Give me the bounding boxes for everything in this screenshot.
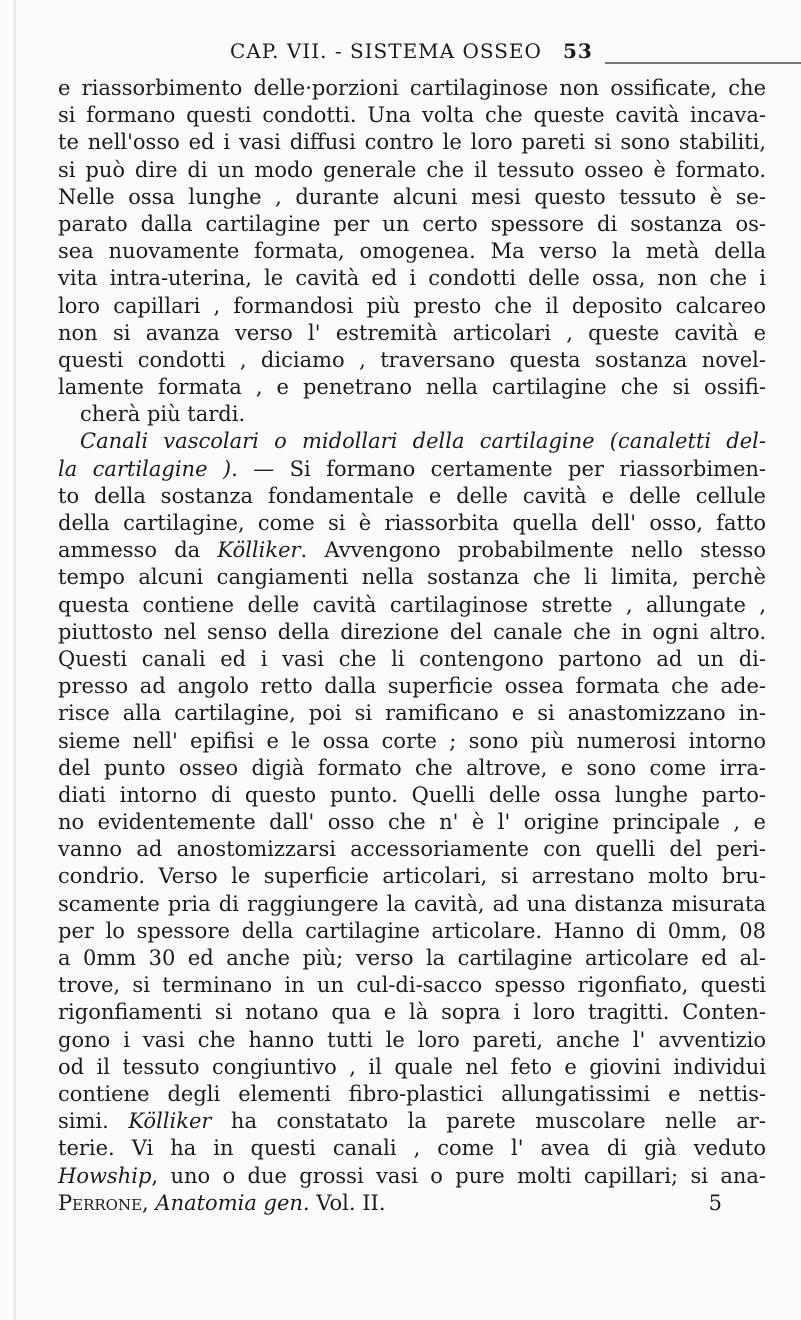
text-line-with-name [58, 537, 766, 564]
text-line: non si avanza verso l' estremità articolari , queste cavità e [58, 320, 766, 345]
text-line: vanno ad anostomizzarsi accessoriamente con quelli del peri- [58, 837, 766, 862]
text-line: parato dalla cartilagine per un certo spessore di sostanza os- [58, 211, 766, 236]
text-line: vita intra-uterina, le cavità ed i condotti delle ossa, non che i [58, 266, 766, 291]
text-line: rigonfiamenti si notano qua e là sopra i loro tragitti. Conten- [58, 1000, 766, 1025]
text-line: sea nuovamente formata, omogenea. Ma verso la metà della [58, 239, 766, 264]
footer-author: Perrone [58, 1190, 143, 1215]
footer-volume: Vol. II. [316, 1190, 386, 1215]
text-line: contiene degli elementi fibro-plastici allungatissimi e nettis- [58, 1081, 766, 1106]
text-line: risce alla cartilagine, poi si ramificano e si anastomizzano in- [58, 701, 766, 726]
text-line: del punto osseo digià formato che altrove, e sono come irra- [58, 755, 766, 780]
signature-mark: 5 [708, 1190, 722, 1215]
text-line: presso ad angolo retto dalla superficie ossea formata che ade- [58, 674, 766, 699]
running-title: CAP. VII. - SISTEMA OSSEO [230, 39, 542, 63]
header-rule [605, 62, 801, 64]
text-line: no evidentemente dall' osso che n' è l' origine principale , e [58, 810, 766, 835]
text-line: cherà più tardi. [80, 402, 246, 427]
text-line: loro capillari , formandosi più presto che il deposito calcareo [58, 293, 766, 318]
running-head [0, 39, 801, 71]
text-line: questa contiene delle cavità cartilaginose strette , allungate , [58, 592, 766, 617]
text-line: si può dire di un modo generale che il tessuto osseo è formato. [58, 157, 766, 182]
text-line: della cartilagine, come si è riassorbita quella dell' osso, fatto [58, 511, 766, 535]
text-line: Nelle ossa lunghe , durante alcuni mesi questo tessuto è se- [58, 184, 766, 209]
footer-title: Anatomia gen. [155, 1190, 310, 1215]
text-fragment: , uno o due grossi vasi o pure molti capillari; si ana- [151, 1163, 766, 1188]
section-heading-title-end: la cartilagine ). [58, 456, 238, 481]
text-line: te nell'osso ed i vasi diffusi contro le loro pareti si sono stabiliti, [58, 130, 766, 155]
text-line: terie. Vi ha in questi canali , come l' avea di già veduto [58, 1136, 766, 1161]
section-heading-continued [58, 456, 766, 483]
text-line: e riassorbimento delle·porzioni cartilaginose non ossificate, che [58, 76, 766, 100]
page-edge-shadow [14, 0, 16, 1320]
text-line: trove, si terminano in un cul-di-sacco spesso rigonfiato, questi [58, 973, 766, 998]
text-line: sieme nell' epifisi e le ossa corte ; sono più numerosi intorno [58, 728, 766, 753]
text-line: gono i vasi che hanno tutti le loro pareti, anche l' avventizio [58, 1027, 766, 1052]
section-heading-title: Canali vascolari o midollari della cartilagine (canaletti del- [80, 429, 766, 454]
text-line-with-name [58, 1108, 766, 1135]
text-line: per lo spessore della cartilagine articolare. Hanno di 0mm, 08 [58, 918, 766, 943]
text-line-with-name [58, 1163, 766, 1190]
footer-citation: Perrone, Anatomia gen. Vol. II. [58, 1190, 386, 1215]
section-heading [58, 428, 766, 455]
text-fragment: . Avvengono probabilmente nello stesso [300, 538, 766, 563]
page-number: 53 [563, 39, 593, 63]
text-fragment: ammesso da [58, 538, 218, 563]
author-name-howship: Howship [58, 1163, 152, 1188]
text-fragment: simi. [58, 1109, 129, 1134]
text-line: scamente pria di raggiungere la cavità, ad una distanza misurata [58, 891, 766, 916]
text-line: Questi canali ed i vasi che li contengono partono ad un di- [58, 646, 766, 671]
text-line: to della sostanza fondamentale e delle cavità e delle cellule [58, 483, 766, 508]
text-line: diati intorno di questo punto. Quelli delle ossa lunghe parto- [58, 782, 766, 807]
author-name-kolliker: Kölliker [217, 538, 301, 563]
text-line: condrio. Verso le superficie articolari, si arrestano molto bru- [58, 864, 766, 889]
text-line: piuttosto nel senso della direzione del canale che in ogni altro. [58, 619, 766, 644]
section-heading-text: — Si formano certamente per riassorbimen- [237, 456, 767, 481]
page-footer [58, 1190, 766, 1217]
text-line: od il tessuto congiuntivo , il quale nel feto e giovini individui [58, 1054, 766, 1079]
text-line: si formano questi condotti. Una volta che queste cavità incava- [58, 103, 766, 128]
author-name-kolliker: Kölliker [128, 1109, 212, 1134]
text-line: tempo alcuni cangiamenti nella sostanza che li limita, perchè [58, 565, 766, 590]
text-fragment: ha constatato la parete muscolare nelle ar- [211, 1109, 766, 1134]
text-line: questi condotti , diciamo , traversano questa sostanza novel- [58, 347, 766, 372]
text-line: lamente formata , e penetrano nella cartilagine che si ossifi- [58, 375, 766, 400]
text-line: a 0mm 30 ed anche più; verso la cartilagine articolare ed al- [58, 946, 766, 970]
body-text [58, 75, 766, 1217]
